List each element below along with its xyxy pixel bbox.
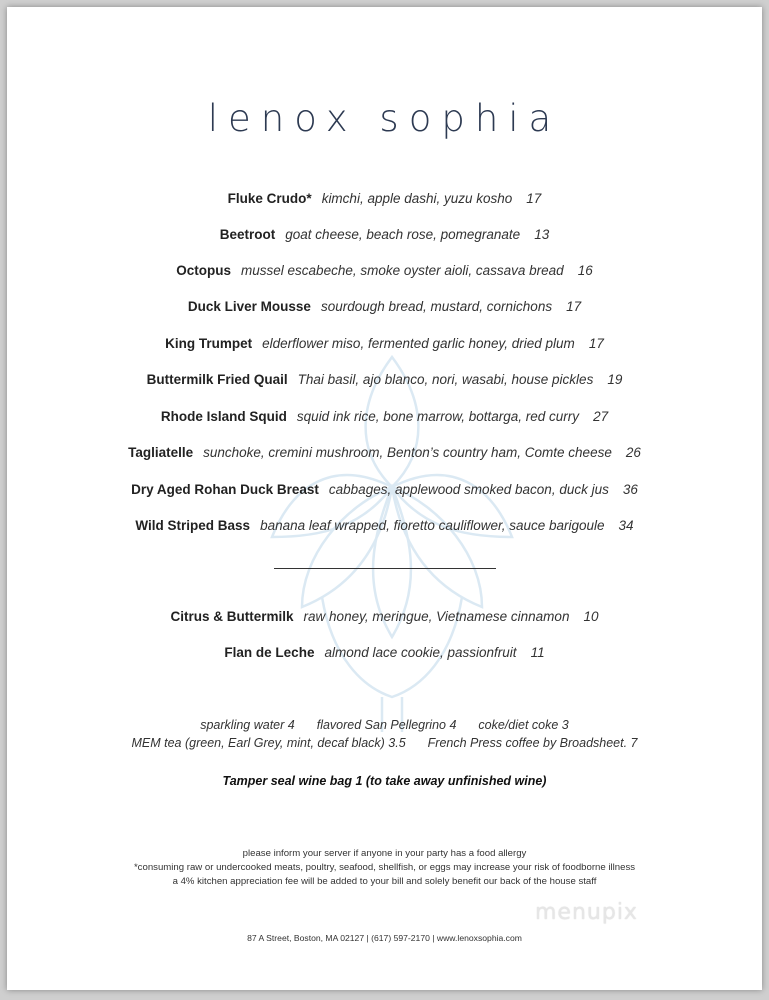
item-name: Flan de Leche xyxy=(224,645,315,660)
beverages-line xyxy=(7,736,762,750)
item-name: Citrus & Buttermilk xyxy=(170,609,294,624)
menu-item xyxy=(7,445,762,460)
item-description: kimchi, apple dashi, yuzu kosho xyxy=(321,191,513,206)
item-name: Buttermilk Fried Quail xyxy=(146,372,288,387)
note-line: *consuming raw or undercooked meats, poultry, seafood, shellfish, or eggs may increase your risk of foodborne illness xyxy=(133,862,636,873)
menu-item xyxy=(7,263,762,278)
item-price: 16 xyxy=(577,263,593,278)
item-price: 26 xyxy=(625,445,641,460)
item-price: 11 xyxy=(530,645,545,660)
item-price: 17 xyxy=(566,299,582,314)
beverage-item: MEM tea (green, Earl Grey, mint, decaf black) 3.5 xyxy=(131,736,406,750)
item-description: banana leaf wrapped, fioretto cauliflower, sauce barigoule xyxy=(260,518,605,533)
item-name: Octopus xyxy=(176,263,232,278)
item-price: 10 xyxy=(583,609,599,624)
item-name: King Trumpet xyxy=(165,336,253,351)
beverage-item: sparkling water 4 xyxy=(200,718,295,732)
menu-item xyxy=(7,299,762,314)
item-price: 34 xyxy=(618,518,634,533)
menu-item xyxy=(7,409,762,424)
note-line: please inform your server if anyone in your party has a food allergy xyxy=(242,848,527,859)
item-description: goat cheese, beach rose, pomegranate xyxy=(285,227,521,242)
wine-bag-note: Tamper seal wine bag 1 (to take away unfinished wine) xyxy=(222,774,547,788)
item-name: Dry Aged Rohan Duck Breast xyxy=(131,482,319,497)
restaurant-name: lenox sophia xyxy=(207,97,562,140)
menu-page xyxy=(7,7,762,990)
menu-item xyxy=(7,518,762,533)
item-price: 19 xyxy=(607,372,623,387)
item-name: Duck Liver Mousse xyxy=(187,299,311,314)
footer-contact: 87 A Street, Boston, MA 02127 | (617) 597-2170 | www.lenoxsophia.com xyxy=(247,933,522,943)
beverage-item: flavored San Pellegrino 4 xyxy=(316,718,457,732)
menupix-watermark: menupix xyxy=(535,900,638,925)
beverage-item: French Press coffee by Broadsheet. 7 xyxy=(427,736,638,750)
item-name: Wild Striped Bass xyxy=(135,518,251,533)
item-price: 13 xyxy=(534,227,550,242)
menu-item xyxy=(7,336,762,351)
item-description: Thai basil, ajo blanco, nori, wasabi, house pickles xyxy=(297,372,594,387)
item-price: 17 xyxy=(526,191,542,206)
menu-item xyxy=(7,227,762,242)
item-name: Tagliatelle xyxy=(128,445,194,460)
item-price: 27 xyxy=(593,409,609,424)
item-description: squid ink rice, bone marrow, bottarga, red curry xyxy=(296,409,580,424)
item-price: 36 xyxy=(622,482,638,497)
beverages-line xyxy=(7,718,762,732)
menu-item xyxy=(7,482,762,497)
menu-item xyxy=(7,191,762,206)
beverage-item: coke/diet coke 3 xyxy=(478,718,569,732)
item-description: elderflower miso, fermented garlic honey, dried plum xyxy=(262,336,575,351)
item-name: Rhode Island Squid xyxy=(160,409,287,424)
section-divider xyxy=(274,568,496,569)
item-price: 17 xyxy=(588,336,604,351)
item-description: almond lace cookie, passionfruit xyxy=(324,645,517,660)
item-description: sourdough bread, mustard, cornichons xyxy=(320,299,553,314)
dessert-item xyxy=(7,645,762,660)
dessert-item xyxy=(7,609,762,624)
allergy-notes xyxy=(7,847,762,889)
item-description: sunchoke, cremini mushroom, Benton’s country ham, Comte cheese xyxy=(203,445,612,460)
item-description: mussel escabeche, smoke oyster aioli, cassava bread xyxy=(241,263,564,278)
item-name: Beetroot xyxy=(219,227,276,242)
menu-item xyxy=(7,372,762,387)
artichoke-watermark-icon xyxy=(232,337,552,737)
note-line: a 4% kitchen appreciation fee will be added to your bill and solely benefit our back of the house staff xyxy=(172,876,597,887)
item-description: raw honey, meringue, Vietnamese cinnamon xyxy=(303,609,570,624)
item-name: Fluke Crudo* xyxy=(227,191,312,206)
item-description: cabbages, applewood smoked bacon, duck jus xyxy=(328,482,609,497)
